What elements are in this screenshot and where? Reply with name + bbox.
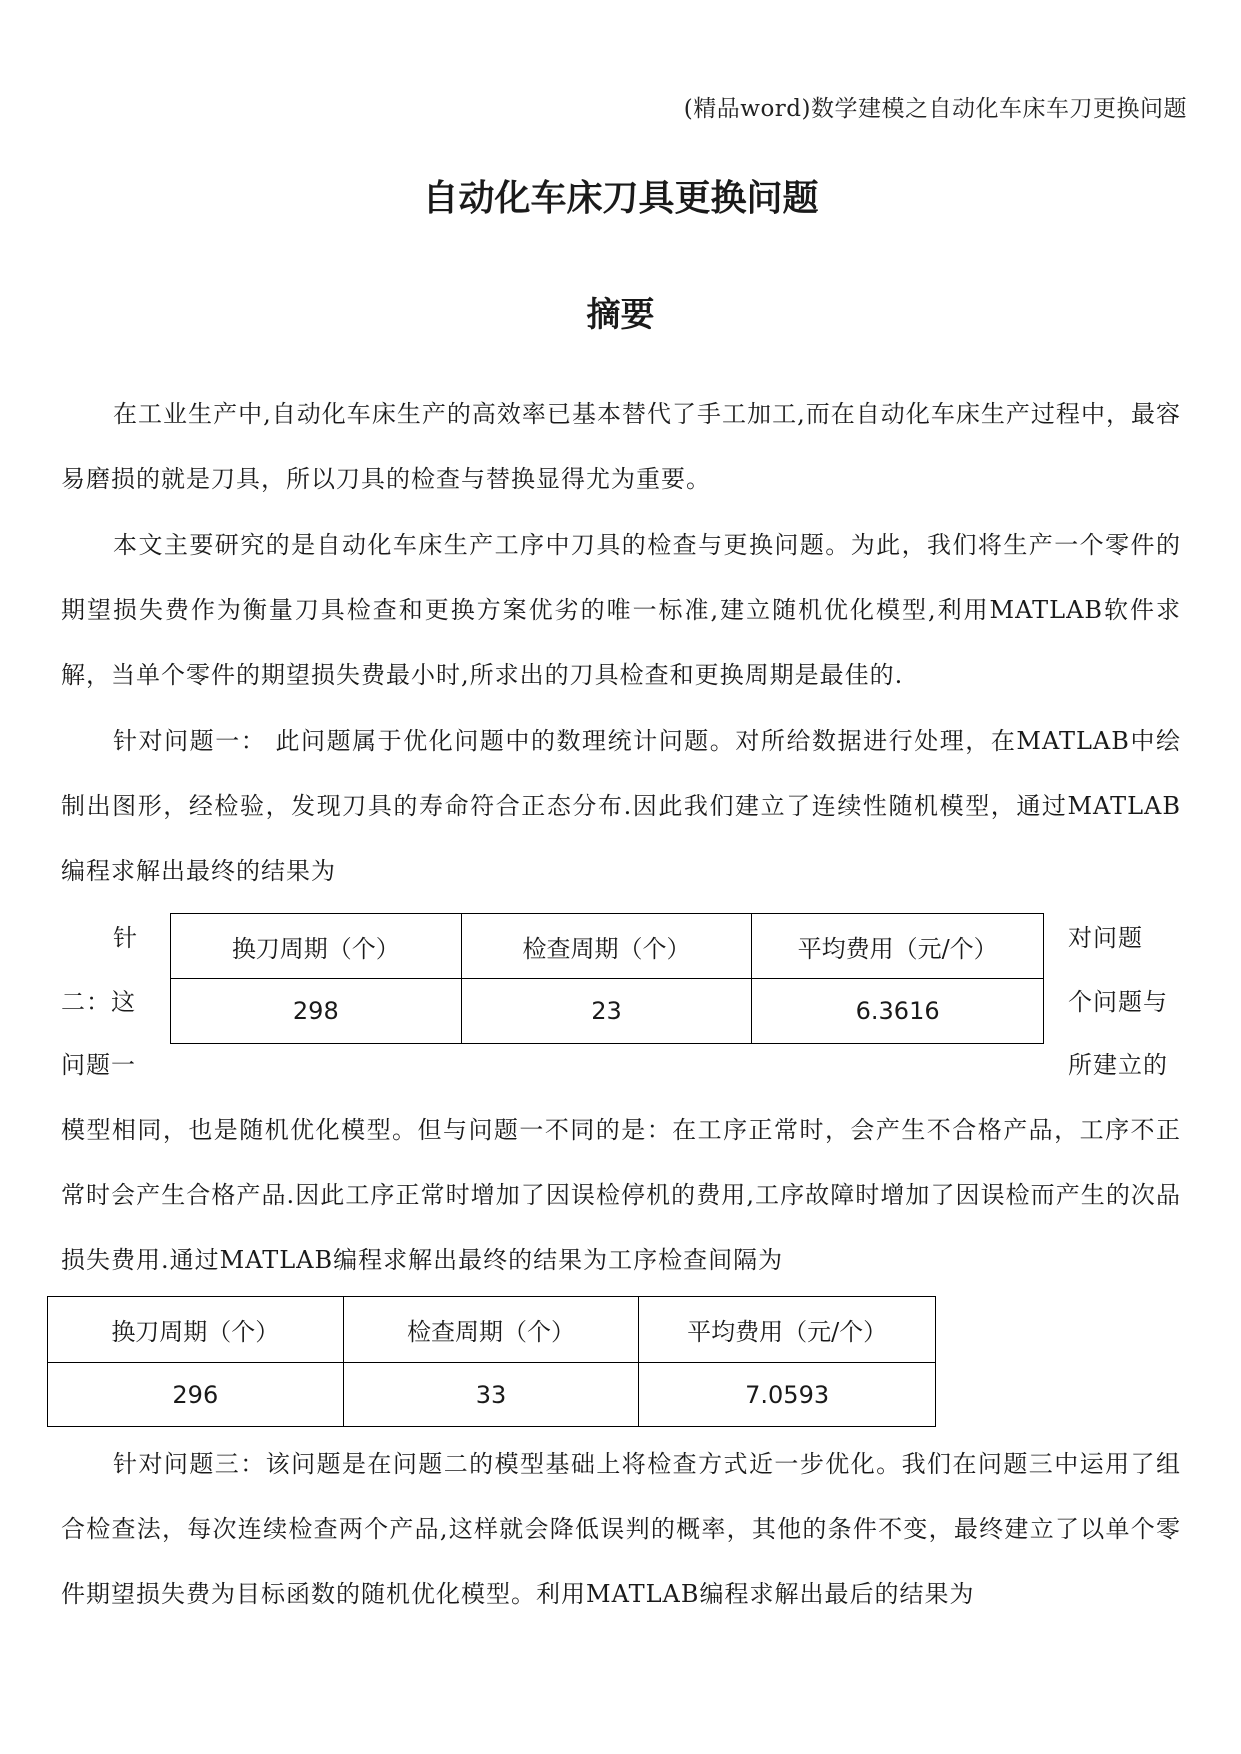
table-header-row [48,1297,936,1363]
document-title: 自动化车床刀具更换问题 [422,178,819,219]
table-header-cell: 换刀周期（个） [48,1297,344,1363]
abstract-heading: 摘要 [586,295,655,335]
wrap-right-2: 个问题与 [1068,988,1168,1016]
table-header-cell: 检查周期（个） [461,914,752,979]
table-cell: 23 [461,979,752,1044]
wrap-left-2: 二：这 [61,988,136,1016]
table-cell: 296 [48,1363,344,1427]
wrap-right-3: 所建立的 [1068,1051,1168,1079]
wrap-left-3: 问题一 [61,1051,136,1079]
table-cell: 7.0593 [639,1363,936,1427]
table-cell: 298 [171,979,462,1044]
table-row [171,979,1044,1044]
results-table-problem-one [170,913,1044,1044]
table-cell: 6.3616 [752,979,1044,1044]
table-cell: 33 [343,1363,639,1427]
paragraph-problem-three: 针对问题三：该问题是在问题二的模型基础上将检查方式近一步优化。我们在问题三中运用了组合检查法，每次连续检查两个产品,这样就会降低误判的概率，其他的条件不变，最终建立了以单个零件期望损失费为目标函数的随机优化模型。利用MATLAB编程求解出最后的结果为 [61,1450,1181,1608]
wrap-right-1: 对问题 [1068,924,1143,952]
table-header-row [171,914,1044,979]
table-row [48,1363,936,1427]
running-header: (精品word)数学建模之自动化车床车刀更换问题 [683,96,1187,122]
paragraph-problem-one: 针对问题一： 此问题属于优化问题中的数理统计问题。对所给数据进行处理，在MATLAB中绘制出图形，经检验，发现刀具的寿命符合正态分布.因此我们建立了连续性随机模型，通过MATLAB编程求解出最终的结果为 [61,727,1181,885]
wrap-left-1: 针 [113,924,138,952]
table-header-cell: 检查周期（个） [343,1297,639,1363]
table-header-cell: 换刀周期（个） [171,914,462,979]
table-header-cell: 平均费用（元/个） [752,914,1044,979]
results-table-problem-two [47,1296,936,1427]
paragraph-method: 本文主要研究的是自动化车床生产工序中刀具的检查与更换问题。为此，我们将生产一个零件的期望损失费作为衡量刀具检查和更换方案优劣的唯一标准,建立随机优化模型,利用MATLAB软件求解，当单个零件的期望损失费最小时,所求出的刀具检查和更换周期是最佳的. [61,531,1181,689]
table-header-cell: 平均费用（元/个） [639,1297,936,1363]
paragraph-problem-two: 模型相同，也是随机优化模型。但与问题一不同的是：在工序正常时，会产生不合格产品，工序不正常时会产生合格产品.因此工序正常时增加了因误检停机的费用,工序故障时增加了因误检而产生的次品损失费用.通过MATLAB编程求解出最终的结果为工序检查间隔为 [61,1116,1181,1274]
paragraph-intro: 在工业生产中,自动化车床生产的高效率已基本替代了手工加工,而在自动化车床生产过程中，最容易磨损的就是刀具，所以刀具的检查与替换显得尤为重要。 [61,400,1181,493]
